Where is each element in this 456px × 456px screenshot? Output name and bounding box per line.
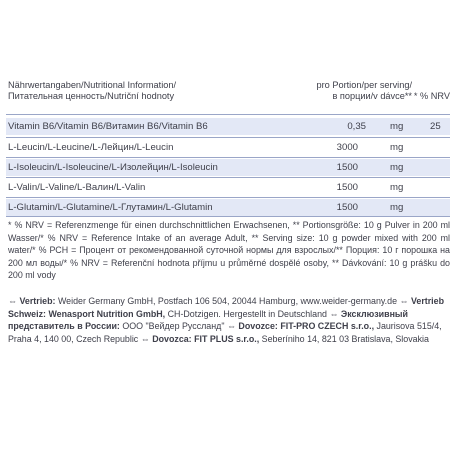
- nutrient-name: L-Valin/L-Valine/L-Валин/L-Valin: [8, 182, 146, 193]
- vertrieb-text: Weider Germany GmbH, Postfach 106 504, 20044 Hamburg, www.weider-germany.de: [57, 296, 398, 306]
- header-nutrition-info: [8, 80, 176, 102]
- table-row: [6, 159, 450, 176]
- nutrient-amount: 0,35: [347, 121, 366, 132]
- vertrieb-schweiz-company: Wenasport Nutrition GmbH,: [48, 308, 166, 319]
- divider: [6, 197, 450, 198]
- nutrient-name: L-Leucin/L-Leucine/L-Лейцин/L-Leucin: [8, 142, 174, 153]
- vertrieb-schweiz-label: Vertrieb Schweiz:: [8, 296, 445, 319]
- nutrient-amount: 1500: [336, 202, 358, 213]
- header-name-line1: Nährwertangaben/Nutritional Information/: [8, 80, 177, 90]
- footnote: * % NRV = Referenzmenge für einen durchschnittlichen Erwachsenen, ** Portionsgröße: 10 g Pulver in 200 ml Wasser/* % NRV = Reference Intake of an average Adult, ** Serving size: 10 g powder mixed with 200 ml water/* % РСН = Процент от рекомендованной суточной нормы для взрослых/** Порция: 10 г порошка на 200 мл воды/* % NRV = Referenční hodnota příjmu u průměrné dospělé osoby, ** Dávkování: 10 g prášku do 200 ml vody: [8, 220, 450, 281]
- divider: [6, 177, 450, 178]
- nutrient-name: L-Glutamin/L-Glutamine/L-Глутамин/L-Glutamin: [8, 202, 213, 213]
- nutrient-name: Vitamin B6/Vitamin B6/Витамин B6/Vitamin B6: [8, 121, 208, 132]
- header-serving: [300, 80, 412, 102]
- czech-importer-label: Dovozce: FIT-PRO CZECH s.r.o.,: [238, 321, 375, 332]
- arrow-icon: ⇔: [329, 308, 339, 319]
- arrow-icon: ⇔: [226, 321, 236, 332]
- table-row: [6, 199, 450, 216]
- distribution-info: [8, 295, 452, 345]
- slovak-importer-label: Dovozca:: [152, 333, 192, 344]
- table-row: [6, 179, 450, 196]
- divider: [6, 114, 450, 115]
- header-name-line2: Питательная ценность/Nutriční hodnoty: [8, 91, 175, 101]
- czech-importer-text: Jaurisova 515/4, Praha 4, 140 00, Czech Republic: [8, 321, 442, 344]
- arrow-icon: ⇔: [8, 296, 17, 306]
- divider: [6, 137, 450, 138]
- nutrient-unit: mg: [390, 162, 404, 173]
- slovak-importer-text: Seberíniho 14, 821 03 Bratislava, Slovakia: [261, 333, 429, 344]
- divider: [6, 216, 450, 217]
- table-row: [6, 139, 450, 156]
- nutrient-amount: 3000: [336, 142, 358, 153]
- vertrieb-label: Vertrieb:: [19, 296, 56, 306]
- arrow-icon: ⇔: [399, 296, 409, 306]
- russia-label: Эксклюзивный представитель в России:: [8, 308, 408, 332]
- divider: [6, 157, 450, 158]
- nutrient-amount: 1500: [336, 162, 358, 173]
- nutrient-unit: mg: [390, 182, 404, 193]
- nutrient-unit: mg: [390, 121, 404, 132]
- header-nrv: * % NRV: [413, 91, 450, 101]
- nutrient-unit: mg: [390, 142, 404, 153]
- header-serving-line2: в порции/v dávce**: [332, 91, 412, 101]
- slovak-importer-company: FIT PLUS s.r.o.,: [194, 333, 260, 344]
- russia-text: ООО "Вейдер Руссланд": [122, 321, 225, 332]
- nutrient-nrv: 25: [430, 121, 441, 132]
- table-row: [6, 118, 450, 135]
- nutrient-name: L-Isoleucin/L-Isoleucine/L-Изолейцин/L-Isoleucin: [8, 162, 218, 173]
- vertrieb-schweiz-text: CH-Dotzigen. Hergestellt in Deutschland: [167, 308, 327, 319]
- header-serving-line1: pro Portion/per serving/: [316, 80, 412, 90]
- arrow-icon: ⇔: [140, 333, 150, 344]
- table-header: [8, 78, 454, 112]
- nutrient-unit: mg: [390, 202, 404, 213]
- nutrient-amount: 1500: [336, 182, 358, 193]
